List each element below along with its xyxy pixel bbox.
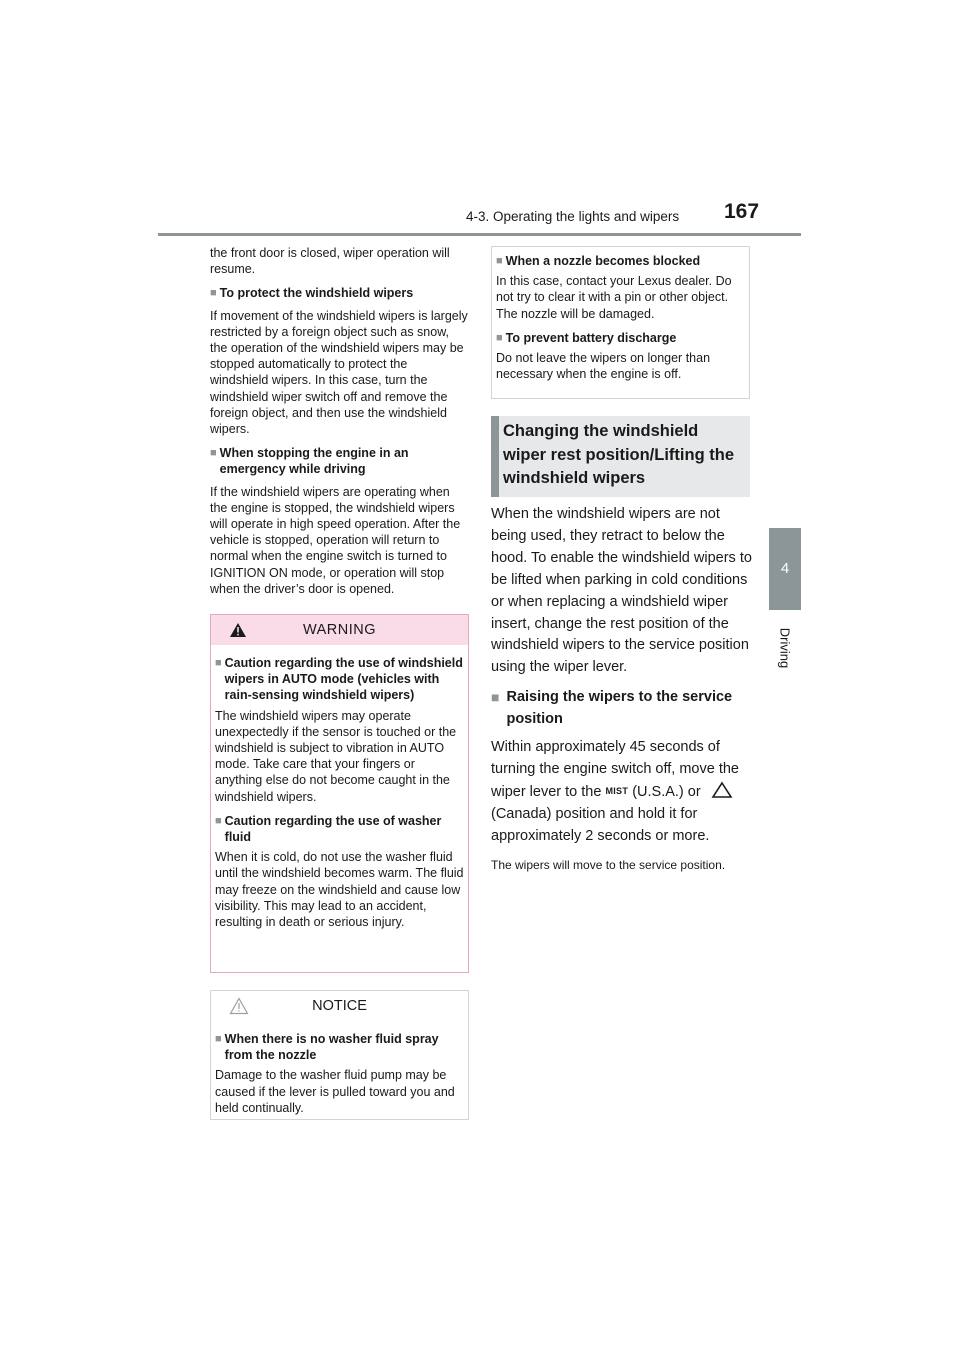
section-heading: Changing the windshield wiper rest position/Lifting the windshield wipers	[491, 416, 750, 497]
paragraph: Do not leave the wipers on longer than necessary when the engine is off.	[496, 351, 711, 382]
mist-label: MIST	[605, 785, 629, 796]
paragraph: If the windshield wipers are operating when the engine is stopped, the windshield wipers will operate in high speed operation. After the vehicle is stopped, operation will return to normal when the engine switch is turned to IGNITION ON mode, or operation will stop when the driver’s door is opened.	[210, 484, 461, 596]
paragraph: The windshield wipers may operate unexpectedly if the sensor is touched or the windshield is subject to vibration in AUTO mode. Take care that your fingers or anything else do not become caught in the windshield wipers.	[215, 708, 457, 804]
right-column	[491, 504, 753, 883]
notice-header: NOTICE	[211, 991, 468, 1021]
subheading: ■ When stopping the engine in an emergency while driving	[210, 446, 409, 477]
notice-box-continued	[491, 246, 750, 399]
chapter-label: Driving	[777, 627, 793, 669]
warning-box	[210, 614, 469, 973]
subheading: ■ When a nozzle becomes blocked	[496, 254, 701, 268]
square-bullet-icon: ■	[215, 657, 222, 669]
paragraph: If movement of the windshield wipers is largely restricted by a foreign object such as snow, the operation of the windshield wipers may be stopped automatically to protect the windshield wipers. In this case, turn the windshield wiper switch off and remove the foreign object, and then use the windshield wipers.	[210, 308, 468, 437]
paragraph: Damage to the washer fluid pump may be caused if the lever is pulled toward you and held continually.	[215, 1068, 455, 1115]
subheading: ■ Caution regarding the use of washer fluid	[215, 813, 442, 845]
section-heading-bar	[491, 416, 499, 497]
square-bullet-icon: ■	[215, 814, 222, 827]
square-bullet-icon: ■	[496, 331, 503, 344]
left-column	[210, 245, 468, 605]
mist-triangle-icon	[711, 781, 733, 799]
header-rule	[158, 233, 801, 236]
square-bullet-icon: ■	[496, 255, 503, 267]
paragraph: the front door is closed, wiper operation will resume.	[210, 246, 450, 277]
paragraph: When the windshield wipers are not being used, they retract to below the hood. To enable the windshield wipers to be lifted when parking in cold conditions or when replacing a windshield wiper insert, change the rest position of the windshield wipers to the service position using the wiper lever.	[491, 506, 752, 676]
chapter-tab: 4	[769, 528, 801, 610]
section-title: 4-3. Operating the lights and wipers	[466, 209, 680, 224]
paragraph: In this case, contact your Lexus dealer. Do not try to clear it with a pin or other object. The nozzle will be damaged.	[496, 274, 732, 321]
subheading: ■ To prevent battery discharge	[496, 330, 677, 345]
subheading: ■ Raising the wipers to the service position	[491, 687, 753, 731]
subheading: ■ When there is no washer fluid spray from the nozzle	[215, 1032, 439, 1063]
warning-header: WARNING	[211, 615, 468, 645]
note: The wipers will move to the service position.	[491, 857, 726, 872]
paragraph: When it is cold, do not use the washer fluid until the windshield becomes warm. The fluid may freeze on the windshield and cause low visibility. This may lead to an accident, resulting in death or serious injury.	[215, 850, 464, 930]
paragraph: Within approximately 45 seconds of turning the engine switch off, move the wiper lever to the MIST (U.S.A.) or (Canada) position and hold it for approximately 2 seconds or more.	[491, 739, 739, 844]
square-bullet-icon: ■	[210, 287, 217, 300]
warning-triangle-icon	[229, 622, 247, 638]
square-bullet-icon: ■	[210, 447, 217, 460]
page-number: 167	[724, 200, 760, 223]
square-bullet-icon: ■	[215, 1033, 222, 1045]
subheading: ■ Caution regarding the use of windshield wipers in AUTO mode (vehicles with rain-sensing windshield wipers)	[215, 656, 463, 703]
caution-triangle-icon	[229, 997, 249, 1015]
notice-box	[210, 990, 469, 1120]
square-bullet-icon: ■	[491, 689, 500, 706]
subheading: ■ To protect the windshield wipers	[210, 286, 414, 301]
